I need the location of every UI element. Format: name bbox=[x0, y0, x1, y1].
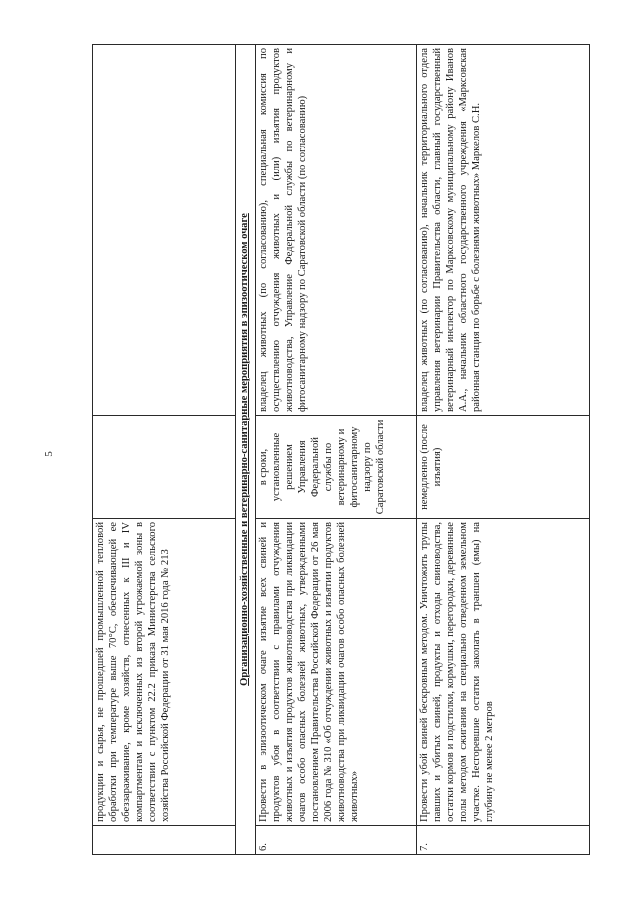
row-number-cell: 7. bbox=[417, 826, 590, 855]
responsible-cell: владелец животных (по согласованию), начальник территориального отдела управления ветеринарии Правительства области, главный государственный ветеринарный инспектор по Марксовскому муниципальному району Иванов А.А., начальник областного государственного учреждения «Марксовская районная станция по борьбе с болезнями животных» Маркелов С.Н. bbox=[417, 45, 590, 416]
row-number-cell: 6. bbox=[256, 826, 417, 855]
row-number-cell bbox=[93, 826, 236, 855]
term-cell: немедленно (после изъятия) bbox=[417, 416, 590, 519]
table-row bbox=[417, 45, 590, 855]
table-row bbox=[256, 45, 417, 855]
measures-table bbox=[92, 44, 590, 855]
responsible-cell: владелец животных (по согласованию), специальная комиссия по осуществлению отчуждения животных и (или) изъятия продуктов животноводства, Управление Федеральной службы по ветеринарному и фитосанитарному надзору по Саратовской области (по согласованию) bbox=[256, 45, 417, 416]
responsible-cell bbox=[93, 45, 236, 416]
rotated-table-container bbox=[92, 48, 590, 855]
page-number: 5 bbox=[42, 451, 55, 457]
description-cell: Провести убой свиней бескровным методом. Уничтожить трупы павших и убитых свиней, продукты и отходы свиноводства, остатки кормов и подстилки, кормушки, перегородки, деревянные полы методом сжигания на специально отведенном земельном участке. Несгоревшие остатки закопать в траншеи (ямы) на глубину не менее 2 метров bbox=[417, 519, 590, 826]
term-cell bbox=[93, 416, 236, 519]
section-heading: Организационно-хозяйственные и ветеринарно-санитарные мероприятия в эпизоотическом очаге bbox=[236, 45, 256, 855]
term-cell: в сроки, установленные решением Управления Федеральной службы по ветеринарному и фитосанитарному надзору по Саратовской области bbox=[256, 416, 417, 519]
table-row bbox=[93, 45, 236, 855]
intro-description-cell: продукции и сырья, не прошедшей промышленной тепловой обработки при температуре выше 70°С, обеспечивающей ее обеззараживание, кроме хозяйств, отнесенных к III и IV компартментам и исключенных из второй угрожаемой зоны в соответствии с пунктом 22.2 приказа Министерства сельского хозяйства Российской Федерации от 31 мая 2016 года № 213 bbox=[93, 519, 236, 826]
section-heading-row bbox=[236, 45, 256, 855]
description-cell: Провести в эпизоотическом очаге изъятие всех свиней и продуктов убоя в соответствии с правилами отчуждения животных и изъятия продуктов животноводства при ликвидации очагов особо опасных болезней животных, утвержденными постановлением Правительства Российской Федерации от 26 мая 2006 года № 310 «Об отчуждении животных и изъятии продуктов животноводства при ликвидации очагов особо опасных болезней животных» bbox=[256, 519, 417, 826]
